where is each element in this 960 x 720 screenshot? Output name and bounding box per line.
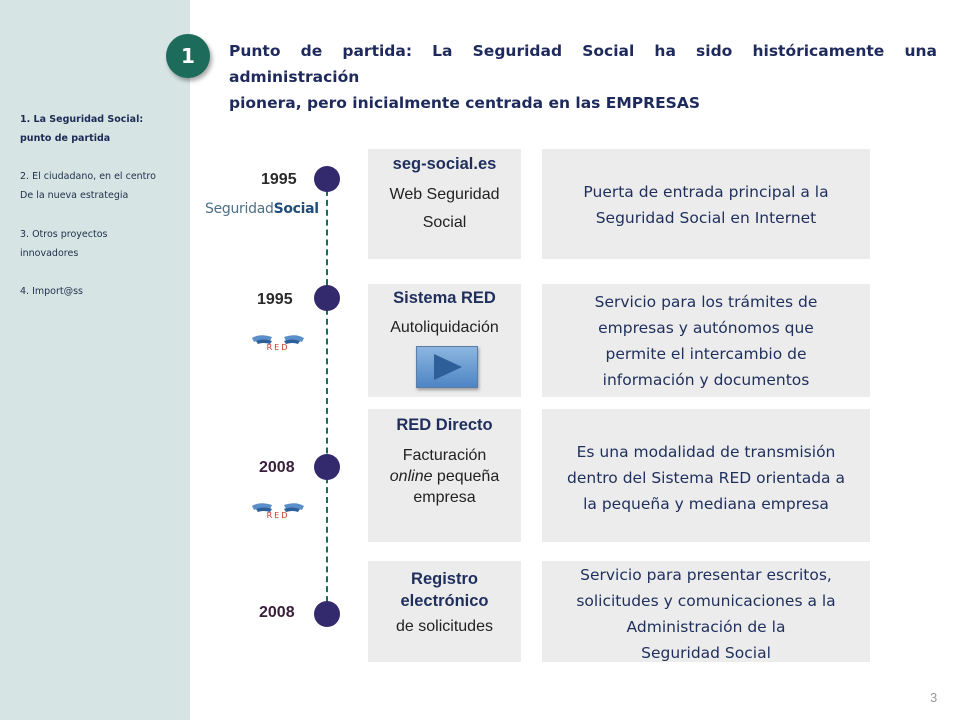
sidebar-item-punto-de-partida[interactable]: [20, 110, 180, 148]
sidebar-item-otros-proyectos[interactable]: [20, 225, 180, 263]
sidebar-item-label: 1. La Seguridad Social:: [20, 114, 144, 125]
service-title: Sistema RED: [393, 289, 496, 307]
play-icon: [417, 347, 477, 387]
page-title-line: Punto de partida: La Seguridad Social ha sido históricamente una administración: [229, 42, 937, 86]
timeline-dot: [314, 454, 340, 480]
service-card-registro: [368, 561, 521, 662]
service-subtitle: Web Seguridad: [389, 186, 500, 203]
service-subtitle: [368, 466, 521, 487]
description-line: Seguridad Social: [641, 644, 771, 662]
logo-text: Seguridad: [205, 201, 274, 217]
description-line: solicitudes y comunicaciones a la: [576, 592, 836, 610]
description-line: Seguridad Social en Internet: [595, 209, 817, 227]
description-line: empresas y autónomos que: [598, 319, 814, 337]
service-title: electrónico: [400, 592, 489, 610]
timeline-year: 2008: [259, 459, 295, 476]
description-line: Servicio para los trámites de: [594, 293, 818, 311]
description-line: Es una modalidad de transmisión: [576, 443, 836, 461]
red-logo-icon: [250, 500, 306, 520]
sidebar: [0, 0, 190, 720]
seguridad-social-logo: [205, 201, 319, 217]
description-line: información y documentos: [602, 371, 810, 389]
play-video-button[interactable]: [416, 346, 478, 388]
timeline-year: 1995: [257, 291, 293, 308]
description-line: Administración de la: [626, 618, 786, 636]
service-subtitle-em: online: [389, 468, 433, 485]
service-subtitle: Social: [422, 214, 467, 231]
service-description: [542, 409, 870, 542]
service-subtitle-rest: pequeña: [432, 468, 500, 485]
sidebar-item-label: 3. Otros proyectos: [20, 229, 108, 240]
description-line: la pequeña y mediana empresa: [583, 495, 829, 513]
service-description: [542, 561, 870, 662]
sidebar-item-label: 2. El ciudadano, en el centro: [20, 171, 156, 182]
sidebar-item-importass[interactable]: [20, 282, 180, 301]
sidebar-item-label: innovadores: [20, 248, 79, 259]
description-line: permite el intercambio de: [605, 345, 807, 363]
page-number: 3: [930, 690, 938, 705]
service-subtitle: empresa: [413, 489, 476, 506]
step-number-badge: 1: [166, 34, 210, 78]
page-title-line: pionera, pero inicialmente centrada en las EMPRESAS: [229, 94, 700, 112]
timeline-line: [326, 180, 328, 612]
description-line: Servicio para presentar escritos,: [580, 566, 832, 584]
timeline-dot: [314, 285, 340, 311]
red-logo-text: RED: [266, 511, 290, 520]
service-title: Registro: [411, 570, 478, 588]
logo-text: Social: [273, 201, 319, 217]
service-title: seg-social.es: [392, 155, 497, 173]
sidebar-item-label: 4. Import@ss: [20, 286, 84, 297]
service-description: [542, 284, 870, 397]
timeline-year: 2008: [259, 604, 295, 621]
timeline-dot: [314, 601, 340, 627]
service-title: RED Directo: [396, 416, 493, 434]
red-logo-text: RED: [266, 343, 290, 352]
timeline-year: 1995: [261, 171, 297, 188]
sidebar-item-label: punto de partida: [20, 133, 111, 144]
sidebar-item-ciudadano[interactable]: [20, 167, 180, 205]
timeline-dot: [314, 166, 340, 192]
service-card-seg-social: [368, 149, 521, 259]
service-card-red-directo: [368, 409, 521, 542]
service-subtitle: Facturación: [402, 447, 487, 464]
description-line: dentro del Sistema RED orientada a: [567, 469, 845, 487]
page-title: [229, 38, 937, 116]
red-logo-icon: [250, 332, 306, 352]
service-description: [542, 149, 870, 259]
service-subtitle: de solicitudes: [396, 618, 493, 635]
description-line: Puerta de entrada principal a la: [583, 183, 829, 201]
service-subtitle: Autoliquidación: [390, 319, 499, 336]
sidebar-item-label: De la nueva estrategia: [20, 190, 129, 201]
